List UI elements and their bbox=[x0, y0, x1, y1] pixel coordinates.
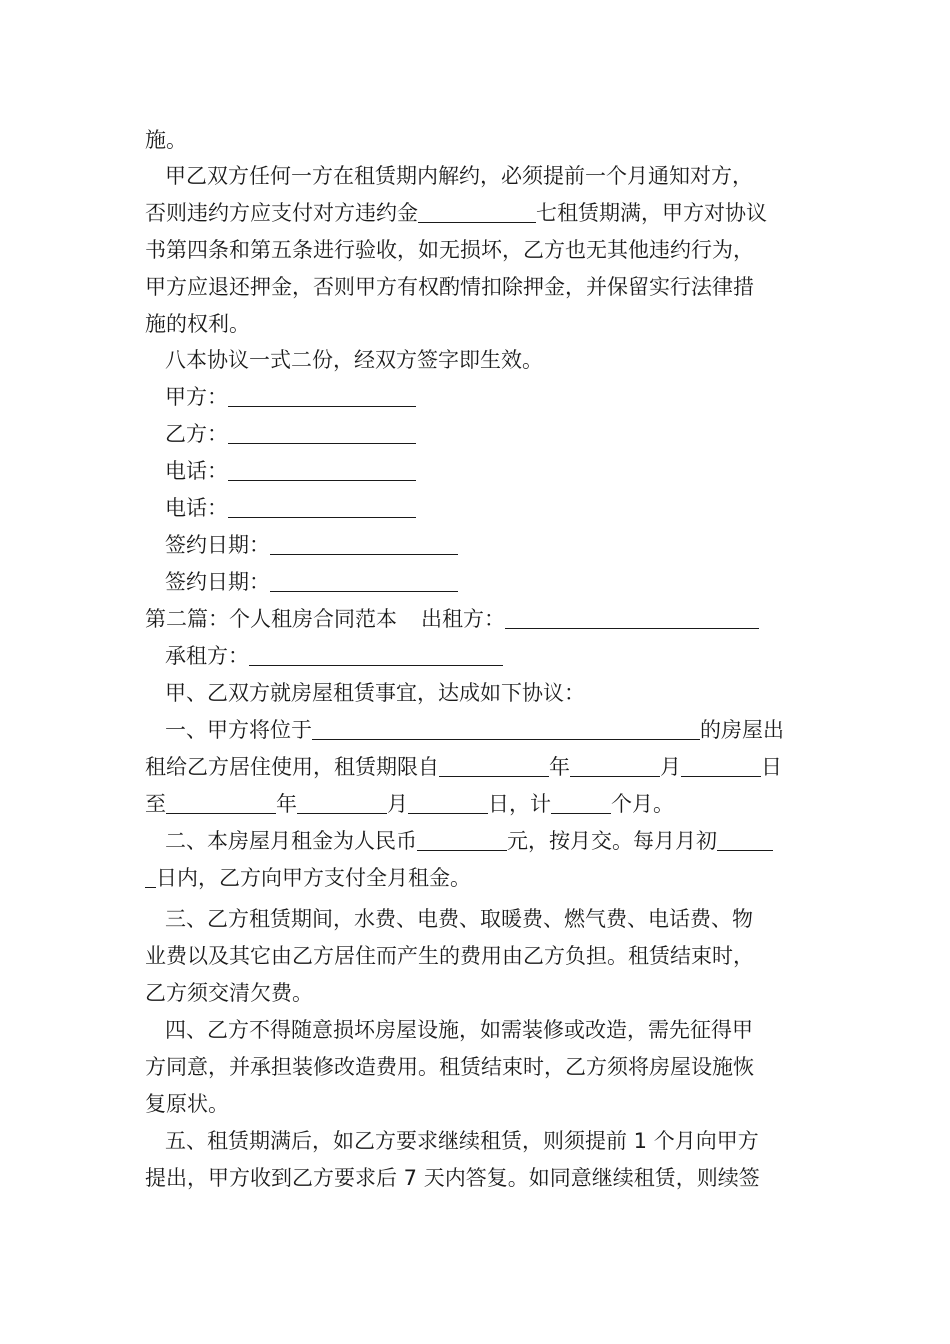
clause-1-line-1 bbox=[165, 716, 784, 744]
paragraph-tail: 施。 bbox=[145, 128, 187, 152]
label: 签约日期： bbox=[165, 533, 270, 557]
clause-4-line-3: 复原状。 bbox=[145, 1092, 229, 1116]
text: 一、甲方将位于 bbox=[165, 718, 312, 742]
text: 租给乙方居住使用，租赁期限自 bbox=[145, 755, 439, 779]
sign-date-1-blank bbox=[270, 532, 458, 555]
clause-5-line-1: 五、租赁期满后，如乙方要求继续租赁，则须提前 1 个月向甲方 bbox=[165, 1129, 759, 1153]
lessor-blank bbox=[505, 606, 759, 629]
text: 月 bbox=[387, 792, 408, 816]
text: 日 bbox=[761, 755, 782, 779]
end-month-blank bbox=[297, 791, 387, 814]
clause-4-line-2: 方同意，并承担装修改造费用。租赁结束时，乙方须将房屋设施恢 bbox=[145, 1055, 754, 1079]
sign-date-line-2 bbox=[165, 568, 458, 596]
text: 的房屋出 bbox=[700, 718, 784, 742]
total-months-blank bbox=[551, 791, 611, 814]
clause-2-line-1 bbox=[165, 827, 773, 855]
text: 月 bbox=[660, 755, 681, 779]
label: 电话： bbox=[165, 459, 228, 483]
clause-3-line-3: 乙方须交清欠费。 bbox=[145, 981, 313, 1005]
text: 日内，乙方向甲方支付全月租金。 bbox=[156, 866, 471, 890]
start-day-blank bbox=[681, 754, 761, 777]
clause-5-line-2: 提出，甲方收到乙方要求后 7 天内答复。如同意继续租赁，则续签 bbox=[145, 1166, 760, 1190]
agreement-intro: 甲、乙双方就房屋租赁事宜，达成如下协议： bbox=[165, 681, 585, 705]
label: 承租方： bbox=[165, 644, 249, 668]
termination-clause-line-3: 书第四条和第五条进行验收，如无损坏，乙方也无其他违约行为， bbox=[145, 238, 754, 262]
label: 签约日期： bbox=[165, 570, 270, 594]
termination-clause-line-2 bbox=[145, 199, 767, 227]
clause-1-line-3 bbox=[145, 790, 674, 818]
start-year-blank bbox=[439, 754, 549, 777]
clause-3-line-1: 三、乙方租赁期间，水费、电费、取暖费、燃气费、电话费、物 bbox=[165, 907, 753, 931]
text: 二、本房屋月租金为人民币 bbox=[165, 829, 417, 853]
copies-clause: 八本协议一式二份，经双方签字即生效。 bbox=[165, 348, 543, 372]
phone-line-1 bbox=[165, 457, 416, 485]
lessee-line bbox=[165, 642, 503, 670]
label: 电话： bbox=[165, 496, 228, 520]
text: 七租赁期满，甲方对协议 bbox=[536, 201, 767, 225]
termination-clause-line-5: 施的权利。 bbox=[145, 312, 250, 336]
end-year-blank bbox=[166, 791, 276, 814]
signature-party-a bbox=[165, 383, 416, 411]
text: 元，按月交。每月月初 bbox=[507, 829, 717, 853]
phone-2-blank bbox=[228, 495, 416, 518]
clause-2-line-2 bbox=[145, 864, 471, 892]
address-blank bbox=[312, 717, 700, 740]
sign-date-2-blank bbox=[270, 569, 458, 592]
signature-party-b bbox=[165, 420, 416, 448]
end-day-blank bbox=[408, 791, 488, 814]
sign-date-line-1 bbox=[165, 531, 458, 559]
rent-amount-blank bbox=[417, 828, 507, 851]
lessee-blank bbox=[249, 643, 503, 666]
clause-3-line-2: 业费以及其它由乙方居住而产生的费用由乙方负担。租赁结束时， bbox=[145, 944, 754, 968]
text: 否则违约方应支付对方违约金 bbox=[145, 201, 418, 225]
text: 至 bbox=[145, 792, 166, 816]
section-two-title-line bbox=[145, 605, 759, 633]
party-b-blank bbox=[228, 421, 416, 444]
payment-day-blank bbox=[717, 828, 773, 851]
party-a-blank bbox=[228, 384, 416, 407]
start-month-blank bbox=[570, 754, 660, 777]
text: 年 bbox=[276, 792, 297, 816]
termination-clause-line-1: 甲乙双方任何一方在租赁期内解约，必须提前一个月通知对方， bbox=[165, 164, 753, 188]
phone-1-blank bbox=[228, 458, 416, 481]
label: 出租方： bbox=[421, 607, 505, 631]
text: 个月。 bbox=[611, 792, 674, 816]
penalty-amount-blank bbox=[418, 200, 536, 223]
label: 乙方： bbox=[165, 422, 228, 446]
payment-day-blank-continued bbox=[145, 865, 156, 888]
termination-clause-line-4: 甲方应退还押金，否则甲方有权酌情扣除押金，并保留实行法律措 bbox=[145, 275, 754, 299]
section-title: 第二篇：个人租房合同范本 bbox=[145, 607, 397, 631]
text: 年 bbox=[549, 755, 570, 779]
clause-4-line-1: 四、乙方不得随意损坏房屋设施，如需装修或改造，需先征得甲 bbox=[165, 1018, 753, 1042]
clause-1-line-2 bbox=[145, 753, 782, 781]
label: 甲方： bbox=[165, 385, 228, 409]
text: 日，计 bbox=[488, 792, 551, 816]
phone-line-2 bbox=[165, 494, 416, 522]
